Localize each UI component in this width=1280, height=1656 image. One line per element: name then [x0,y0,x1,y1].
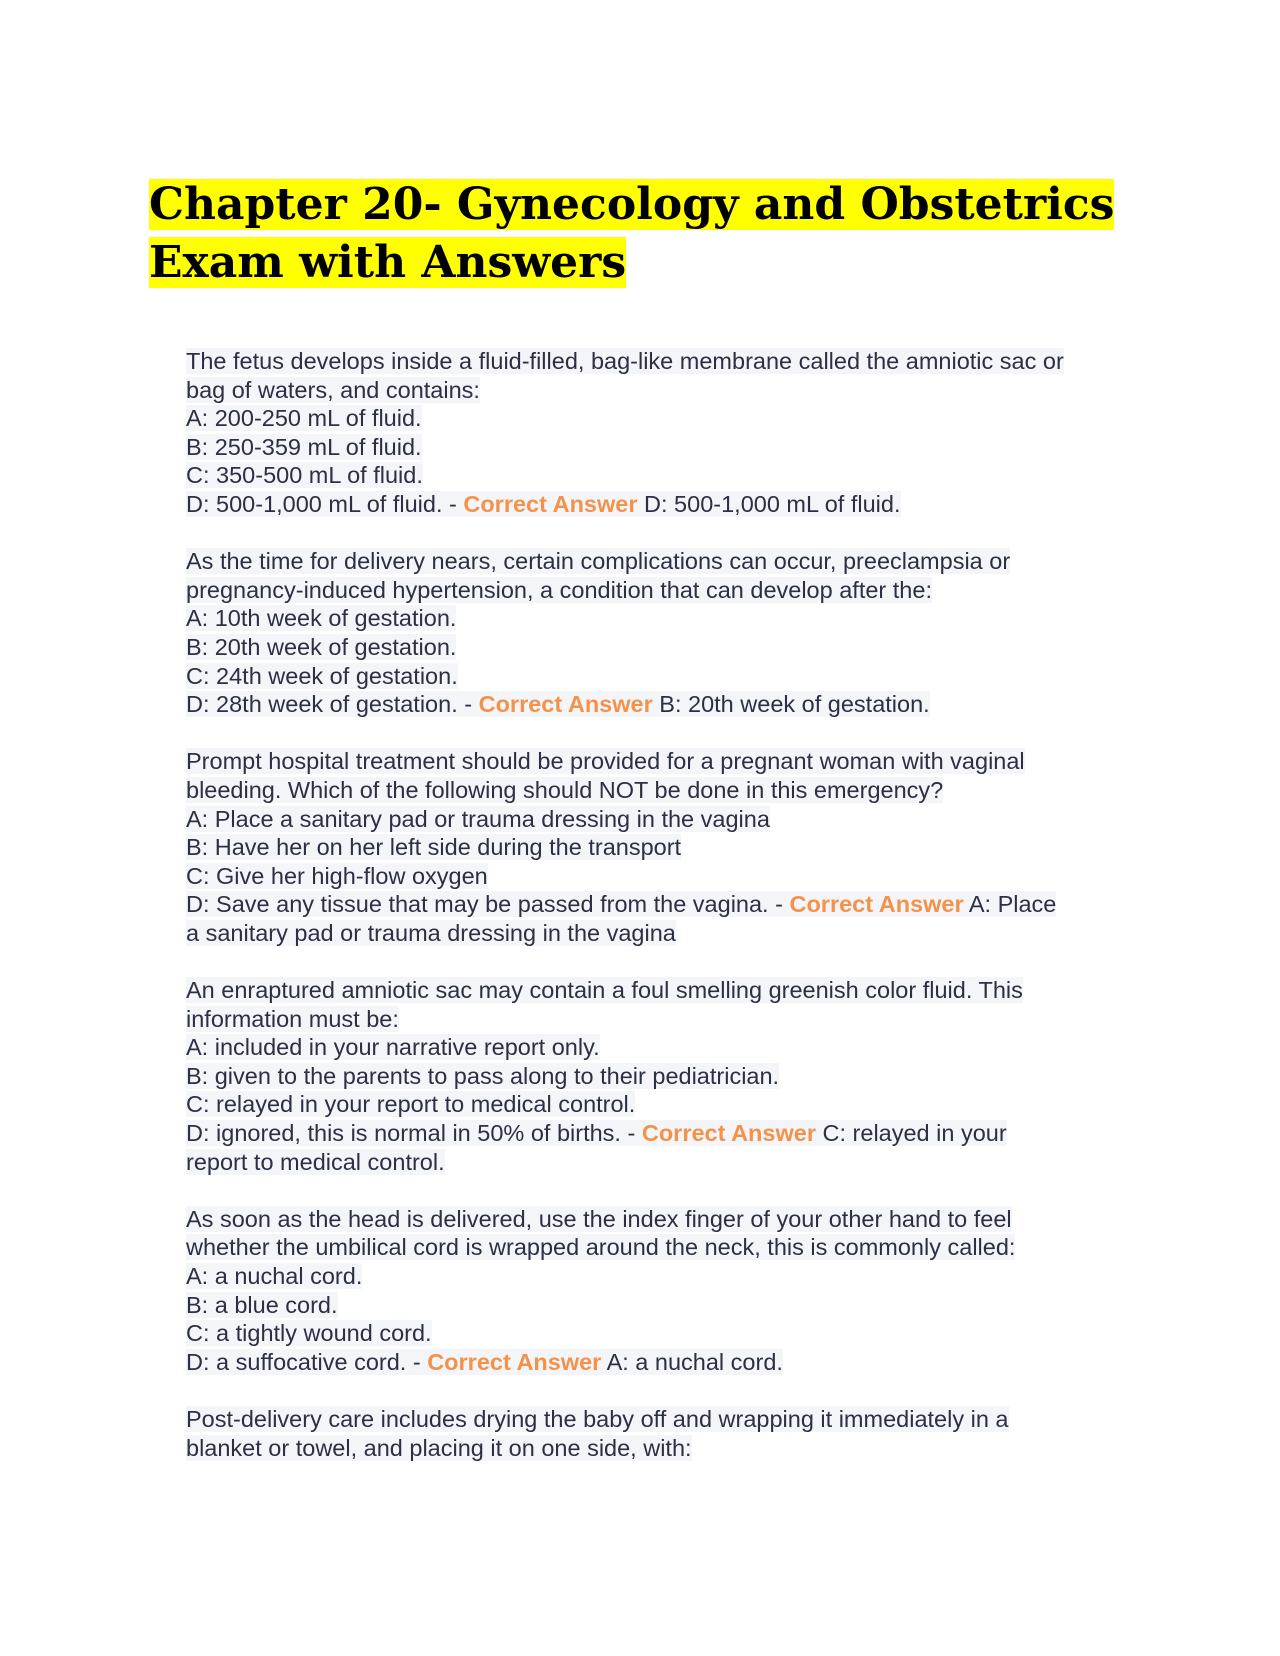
option-d: D: ignored, this is normal in 50% of births. - [186,1120,642,1147]
correct-answer-label: Correct Answer [478,691,653,718]
option-b: B: a blue cord. [186,1291,338,1318]
option-b: B: given to the parents to pass along to their pediatrician. [186,1062,780,1089]
correct-answer-label: Correct Answer [641,1120,816,1147]
option-c: C: relayed in your report to medical control. [186,1091,636,1118]
question-text: whether the umbilical cord is wrapped around the neck, this is commonly called: [186,1234,1016,1261]
question-text: blanket or towel, and placing it on one side, with: [186,1434,692,1461]
option-a: A: a nuchal cord. [186,1263,363,1289]
title-line-2: Exam with Answers [149,237,627,288]
option-c: C: a tightly wound cord. [186,1320,432,1347]
document-title [149,176,1149,292]
question-text: pregnancy-induced hypertension, a condition that can develop after the: [186,576,932,603]
question-list [186,347,1136,1491]
option-d: D: 500-1,000 mL of fluid. - [186,490,464,517]
option-b: B: 20th week of gestation. [186,633,457,660]
option-d: D: 28th week of gestation. - [186,691,479,718]
answer-text: B: 20th week of gestation. [652,691,930,718]
question-block [186,1405,1136,1462]
option-c: C: 24th week of gestation. [186,662,458,689]
question-block [186,976,1136,1176]
question-text: bag of waters, and contains: [186,376,480,403]
option-a: A: Place a sanitary pad or trauma dressing in the vagina [186,805,770,832]
title-line-1: Chapter 20- Gynecology and Obstetrics [149,179,1115,230]
correct-answer-label: Correct Answer [789,891,964,918]
question-block [186,347,1136,519]
question-text: Post-delivery care includes drying the baby off and wrapping it immediately in a [186,1405,1009,1432]
question-block [186,747,1136,947]
question-text: Prompt hospital treatment should be provided for a pregnant woman with vaginal [186,748,1025,775]
answer-text: A: Place [963,891,1057,918]
option-b: B: 250-359 mL of fluid. [186,433,422,460]
question-text: As the time for delivery nears, certain complications can occur, preeclampsia or [186,548,1011,575]
answer-text: C: relayed in your [815,1120,1007,1147]
question-text: An enraptured amniotic sac may contain a foul smelling greenish color fluid. This [186,977,1023,1004]
answer-text-continued: report to medical control. [186,1148,445,1175]
question-text: bleeding. Which of the following should NOT be done in this emergency? [186,776,944,803]
option-d: D: Save any tissue that may be passed from the vagina. - [186,891,790,918]
option-a: A: included in your narrative report only. [186,1034,600,1061]
option-d: D: a suffocative cord. - [186,1348,428,1375]
question-block [186,1205,1136,1377]
question-text: information must be: [186,1005,399,1032]
option-c: C: 350-500 mL of fluid. [186,462,423,489]
correct-answer-label: Correct Answer [463,490,638,517]
answer-text: D: 500-1,000 mL of fluid. [637,490,901,517]
question-text: The fetus develops inside a fluid-filled, bag-like membrane called the amniotic sac or [186,348,1064,374]
option-c: C: Give her high-flow oxygen [186,862,488,889]
correct-answer-label: Correct Answer [427,1348,602,1375]
question-block [186,547,1136,719]
option-a: A: 200-250 mL of fluid. [186,405,422,432]
answer-text-continued: a sanitary pad or trauma dressing in the vagina [186,919,676,946]
option-a: A: 10th week of gestation. [186,605,457,632]
option-b: B: Have her on her left side during the transport [186,834,682,861]
question-text: As soon as the head is delivered, use the index finger of your other hand to feel [186,1205,1012,1232]
answer-text: A: a nuchal cord. [601,1348,783,1375]
